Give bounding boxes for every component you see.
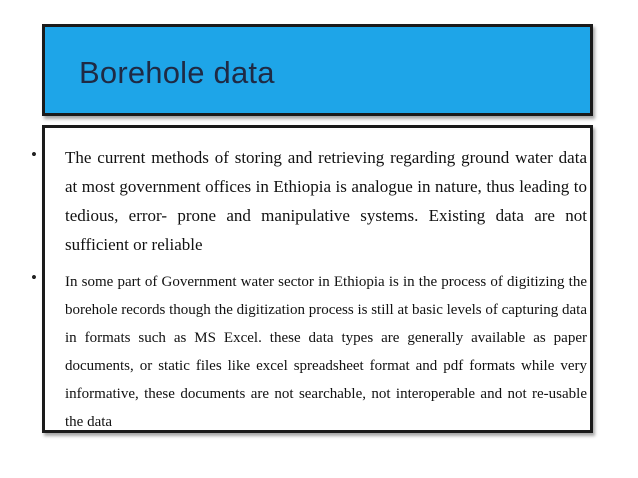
bullet-marker: • [31, 145, 37, 164]
content-box [31, 125, 593, 433]
bullet-text: The current methods of storing and retrieving regarding ground water data at most government offices in Ethiopia is analogue in nature, thus leading to tedious, error- prone and manipulative systems. Existing data are not sufficient or reliable [65, 148, 587, 254]
title-box [42, 24, 593, 116]
bullet-text: In some part of Government water sector in Ethiopia is in the process of digitizing the borehole records though the digitization process is still at basic levels of capturing data in formats such as MS Excel. these data types are generally available as paper documents, or static files like excel spreadsheet format and pdf formats while very informative, these documents are not searchable, not interoperable and not re-usable the data [65, 274, 587, 430]
slide-title: Borehole data [79, 55, 275, 90]
bullet-marker: • [31, 268, 37, 287]
